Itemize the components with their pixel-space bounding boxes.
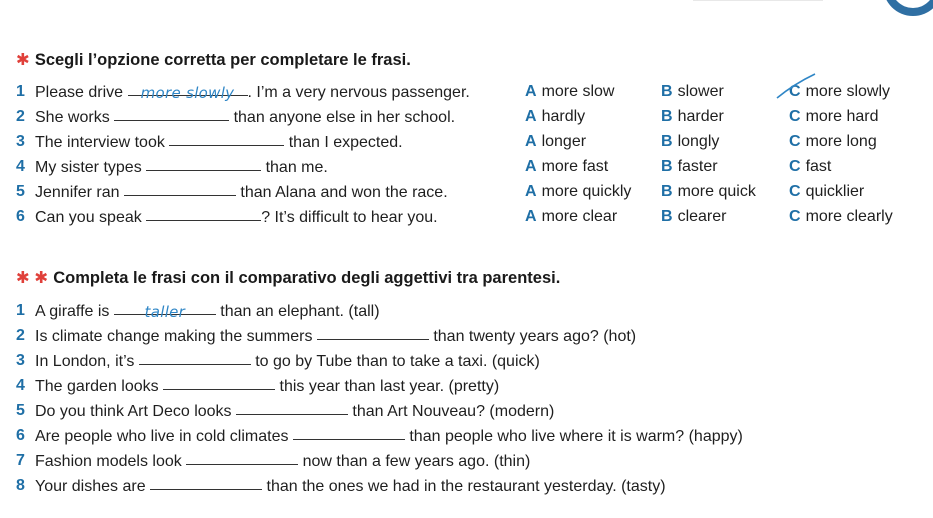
exercise2-title: Completa le frasi con il comparativo degli aggettivi tra parentesi. xyxy=(53,269,561,287)
option-b[interactable]: B harder xyxy=(661,108,724,125)
option-c[interactable]: C more slowly xyxy=(789,83,891,100)
item-sentence: A giraffe is taller than an elephant. (tall) xyxy=(35,299,380,324)
option-c[interactable]: C more clearly xyxy=(789,208,893,225)
option-a[interactable]: A longer xyxy=(525,133,587,150)
difficulty-star-icon: ✱ xyxy=(16,51,30,69)
option-b[interactable]: B clearer xyxy=(661,208,727,225)
option-a[interactable]: A more clear xyxy=(525,208,618,225)
selection-slash-icon xyxy=(774,70,818,104)
option-b[interactable]: B more quick xyxy=(661,183,756,200)
option-c[interactable]: C more long xyxy=(789,133,877,150)
handwritten-answer: taller xyxy=(144,303,186,321)
answer-blank[interactable] xyxy=(124,179,236,196)
item-sentence: Fashion models look now than a few years ago. (thin) xyxy=(35,449,530,474)
answer-blank[interactable] xyxy=(169,129,284,146)
exercise2-title-line xyxy=(16,268,560,288)
option-c[interactable]: C fast xyxy=(789,158,832,175)
item-number: 7 xyxy=(16,452,25,469)
exercise1-title: Scegli l’opzione corretta per completare le frasi. xyxy=(34,51,411,69)
item-number: 1 xyxy=(16,302,25,319)
answer-blank[interactable] xyxy=(114,104,229,121)
item-sentence: My sister types than me. xyxy=(35,155,328,180)
item-sentence: She works than anyone else in her school. xyxy=(35,105,455,130)
item-number: 3 xyxy=(16,352,25,369)
answer-blank[interactable] xyxy=(114,298,216,321)
answer-blank[interactable] xyxy=(139,348,251,365)
answer-blank[interactable] xyxy=(128,79,248,102)
item-number: 5 xyxy=(16,402,25,419)
item-number: 6 xyxy=(16,427,25,444)
option-c[interactable]: C quicklier xyxy=(789,183,865,200)
option-b[interactable]: B longly xyxy=(661,133,720,150)
item-sentence: Are people who live in cold climates than people who live where it is warm? (happy) xyxy=(35,424,743,449)
item-sentence: Your dishes are than the ones we had in the restaurant yesterday. (tasty) xyxy=(35,474,666,499)
item-sentence: Is climate change making the summers than twenty years ago? (hot) xyxy=(35,324,636,349)
item-number: 3 xyxy=(16,133,25,150)
item-number: 5 xyxy=(16,183,25,200)
difficulty-stars-icon: ✱ ✱ xyxy=(16,269,49,287)
item-number: 1 xyxy=(16,83,25,100)
item-number: 8 xyxy=(16,477,25,494)
header-decoration xyxy=(673,0,933,16)
answer-blank[interactable] xyxy=(236,398,348,415)
item-number: 4 xyxy=(16,377,25,394)
option-a[interactable]: A more fast xyxy=(525,158,609,175)
item-number: 2 xyxy=(16,327,25,344)
item-sentence: Please drive more slowly . I’m a very nervous passenger. xyxy=(35,80,470,105)
option-c[interactable]: C more hard xyxy=(789,108,879,125)
answer-blank[interactable] xyxy=(150,473,262,490)
item-sentence: Jennifer ran than Alana and won the race. xyxy=(35,180,448,205)
option-a[interactable]: A hardly xyxy=(525,108,586,125)
option-a[interactable]: A more slow xyxy=(525,83,615,100)
item-sentence: Do you think Art Deco looks than Art Nouveau? (modern) xyxy=(35,399,554,424)
answer-blank[interactable] xyxy=(146,204,261,221)
option-a[interactable]: A more quickly xyxy=(525,183,632,200)
option-b[interactable]: B slower xyxy=(661,83,724,100)
exercise1-title-line xyxy=(16,50,411,70)
answer-blank[interactable] xyxy=(293,423,405,440)
handwritten-answer: more slowly xyxy=(140,84,235,102)
item-number: 4 xyxy=(16,158,25,175)
answer-blank[interactable] xyxy=(186,448,298,465)
answer-blank[interactable] xyxy=(163,373,275,390)
item-number: 6 xyxy=(16,208,25,225)
item-sentence: In London, it’s to go by Tube than to take a taxi. (quick) xyxy=(35,349,540,374)
item-number: 2 xyxy=(16,108,25,125)
item-sentence: Can you speak ? It’s difficult to hear you. xyxy=(35,205,438,230)
answer-blank[interactable] xyxy=(146,154,261,171)
item-sentence: The garden looks this year than last year. (pretty) xyxy=(35,374,499,399)
option-b[interactable]: B faster xyxy=(661,158,718,175)
item-sentence: The interview took than I expected. xyxy=(35,130,403,155)
answer-blank[interactable] xyxy=(317,323,429,340)
